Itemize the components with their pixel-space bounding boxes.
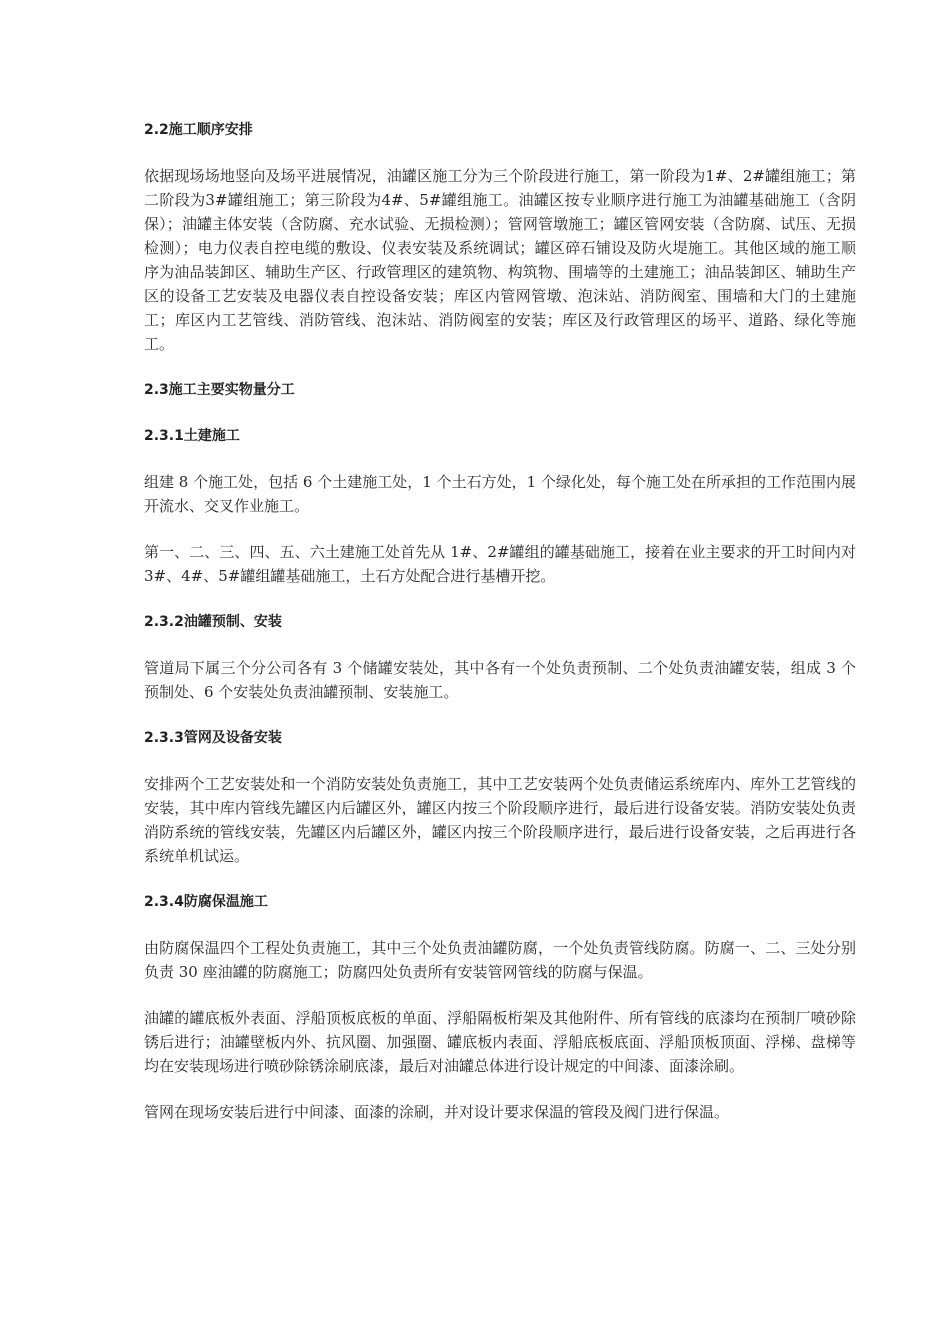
paragraph-pipe-network: 安排两个工艺安装处和一个消防安装处负责施工，其中工艺安装两个处负责储运系统库内、库外工艺管线的安装，其中库内管线先罐区内后罐区外，罐区内按三个阶段顺序进行，最后进行设备安装。消防安装处负责消防系统的管线安装，先罐区内后罐区外，罐区内按三个阶段顺序进行，最后进行设备安装，之后再进行各系统单机试运。 [144, 775, 856, 865]
section-heading-2-2: 2.2施工顺序安排 [144, 122, 253, 138]
paragraph-anticorrosion-teams: 由防腐保温四个工程处负责施工，其中三个处负责油罐防腐，一个处负责管线防腐。防腐一、二、三处分别负责 30 座油罐的防腐施工；防腐四处负责所有安装管网管线的防腐与保温。 [144, 939, 856, 981]
paragraph-civil-teams: 组建 8 个施工处，包括 6 个土建施工处，1 个土石方处，1 个绿化处，每个施工处在所承担的工作范围内展开流水、交叉作业施工。 [144, 473, 856, 515]
paragraph-pipe-coating: 管网在现场安装后进行中间漆、面漆的涂刷，并对设计要求保温的管段及阀门进行保温。 [144, 1103, 730, 1121]
section-heading-2-3-1: 2.3.1土建施工 [144, 428, 240, 444]
paragraph-tank-installation: 管道局下属三个分公司各有 3 个储罐安装处，其中各有一个处负责预制、二个处负责油罐安装，组成 3 个预制处、6 个安装处负责油罐预制、安装施工。 [144, 659, 856, 701]
paragraph-civil-order: 第一、二、三、四、五、六土建施工处首先从 1#、2#罐组的罐基础施工，接着在业主要求的开工时间内对 3#、4#、5#罐组罐基础施工，土石方处配合进行基槽开挖。 [144, 543, 856, 585]
paragraph-anticorrosion-process: 油罐的罐底板外表面、浮船顶板底板的单面、浮船隔板桁架及其他附件、所有管线的底漆均在预制厂喷砂除锈后进行；油罐壁板内外、抗风圈、加强圈、罐底板内表面、浮船底板底面、浮船顶板顶面、浮梯、盘梯等均在安装现场进行喷砂除锈涂刷底漆，最后对油罐总体进行设计规定的中间漆、面漆涂刷。 [144, 1009, 856, 1075]
section-heading-2-3-3: 2.3.3管网及设备安装 [144, 730, 282, 746]
section-heading-2-3-2: 2.3.2油罐预制、安装 [144, 614, 282, 630]
section-heading-2-3: 2.3施工主要实物量分工 [144, 382, 295, 398]
document-page [144, 118, 856, 1146]
paragraph-construction-sequence: 依据现场场地竖向及场平进展情况，油罐区施工分为三个阶段进行施工，第一阶段为1#、2#罐组施工；第二阶段为3#罐组施工；第三阶段为4#、5#罐组施工。油罐区按专业顺序进行施工为油罐基础施工（含阴保）；油罐主体安装（含防腐、充水试验、无损检测）；管网管墩施工；罐区管网安装（含防腐、试压、无损检测）；电力仪表自控电缆的敷设、仪表安装及系统调试；罐区碎石铺设及防火堤施工。其他区域的施工顺序为油品装卸区、辅助生产区、行政管理区的建筑物、构筑物、围墙等的土建施工；油品装卸区、辅助生产区的设备工艺安装及电器仪表自控设备安装；库区内管网管墩、泡沫站、消防阀室、围墙和大门的土建施工；库区内工艺管线、消防管线、泡沫站、消防阀室的安装；库区及行政管理区的场平、道路、绿化等施工。 [144, 167, 856, 353]
section-heading-2-3-4: 2.3.4防腐保温施工 [144, 894, 268, 910]
